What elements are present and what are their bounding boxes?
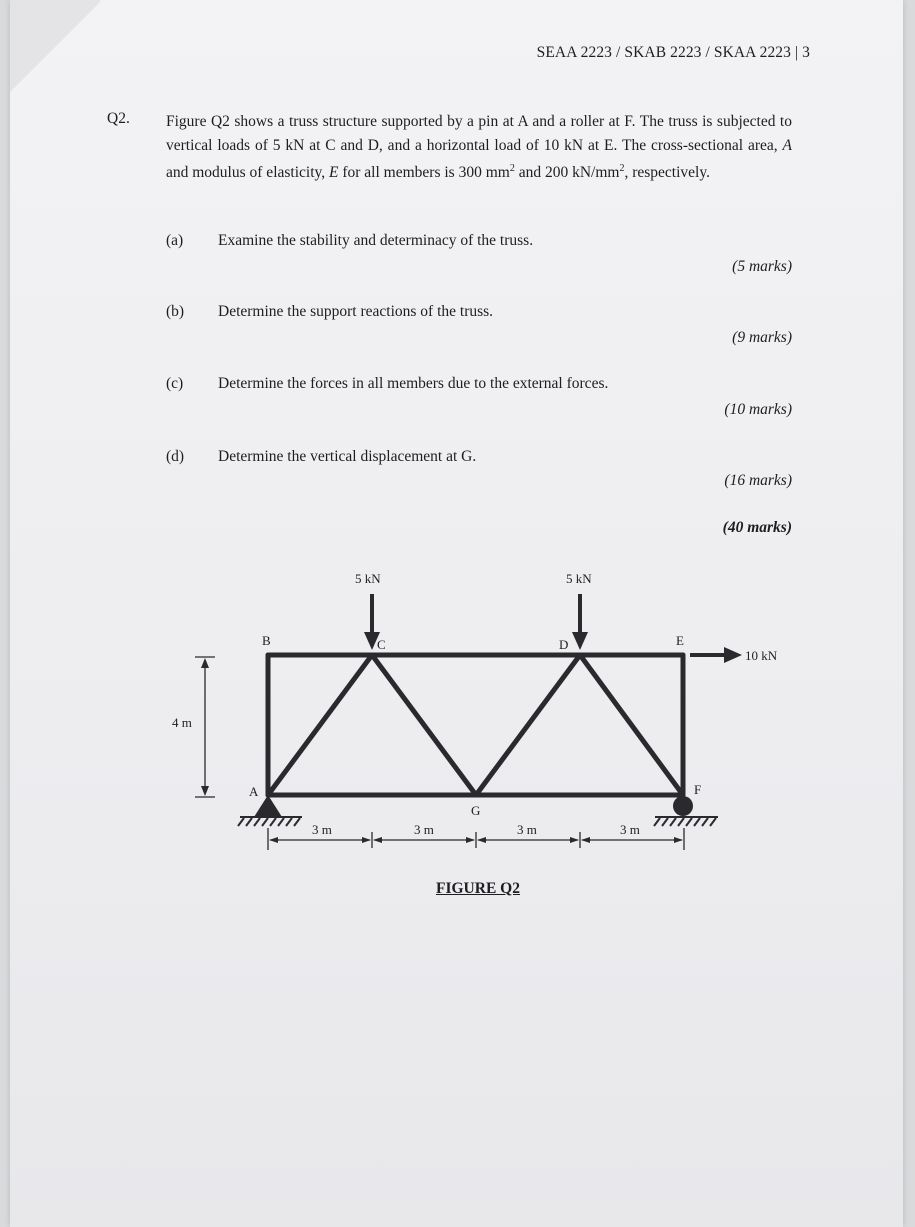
- node-label-e: E: [676, 633, 684, 648]
- node-label-d: D: [559, 637, 569, 652]
- load-label-c: 5 kN: [355, 571, 381, 586]
- arrow-up-icon: [201, 658, 209, 668]
- total-marks: (40 marks): [722, 519, 792, 536]
- part-label: (d): [166, 448, 185, 465]
- node-label-b: B: [262, 633, 271, 648]
- pin-ground-hatch: [238, 817, 302, 826]
- part-text: Determine the forces in all members due to the external forces.: [218, 375, 609, 392]
- marks-d: (16 marks): [724, 472, 792, 489]
- span-label-4: 3 m: [620, 822, 640, 837]
- marks-c: (10 marks): [724, 401, 792, 418]
- truss-members: [268, 655, 683, 795]
- part-text: Determine the support reactions of the truss.: [218, 303, 494, 320]
- part-label: (c): [166, 375, 184, 392]
- member-df: [580, 655, 683, 795]
- node-label-g: G: [471, 803, 481, 818]
- part-text: Determine the vertical displacement at G.: [218, 448, 477, 465]
- page-header: SEAA 2223 / SKAB 2223 / SKAA 2223 | 3: [536, 44, 810, 61]
- node-label-a: A: [249, 784, 259, 799]
- arrow-right-icon: [724, 647, 742, 663]
- roller-support-icon: [673, 796, 693, 816]
- arrow-down-icon: [572, 632, 588, 650]
- part-label: (b): [166, 303, 185, 320]
- member-cg: [372, 655, 476, 795]
- load-arrow-d: [572, 594, 588, 650]
- figure-caption: FIGURE Q2: [436, 880, 520, 897]
- load-label-d: 5 kN: [566, 571, 592, 586]
- marks-b: (9 marks): [732, 329, 792, 346]
- height-dimension: [195, 657, 215, 797]
- roller-ground-hatch: [654, 817, 718, 826]
- span-label-1: 3 m: [312, 822, 332, 837]
- part-text: Examine the stability and determinacy of the truss.: [218, 232, 534, 249]
- span-label-3: 3 m: [517, 822, 537, 837]
- question-text: Figure Q2 shows a truss structure supported by a pin at A and a roller at F. The truss is subjected to vertical loads of 5 kN at C and D, and a horizontal load of 10 kN at E. The cross-sectional area, A and modulus of elasticity, E for all members is 300 $mm^2$ and 200 $kN/mm^2$, respectively.: [166, 113, 792, 182]
- node-label-f: F: [694, 782, 702, 797]
- span-label-2: 3 m: [414, 822, 434, 837]
- height-label: 4 m: [172, 715, 192, 730]
- marks-a: (5 marks): [732, 258, 792, 275]
- node-label-c: C: [377, 637, 386, 652]
- load-arrow-e: [690, 647, 742, 663]
- question-number: Q2.: [107, 110, 130, 127]
- load-label-e: 10 kN: [745, 648, 778, 663]
- part-label: (a): [166, 232, 184, 249]
- member-gd: [476, 655, 580, 795]
- member-ac: [268, 655, 372, 795]
- arrow-down-icon: [201, 786, 209, 796]
